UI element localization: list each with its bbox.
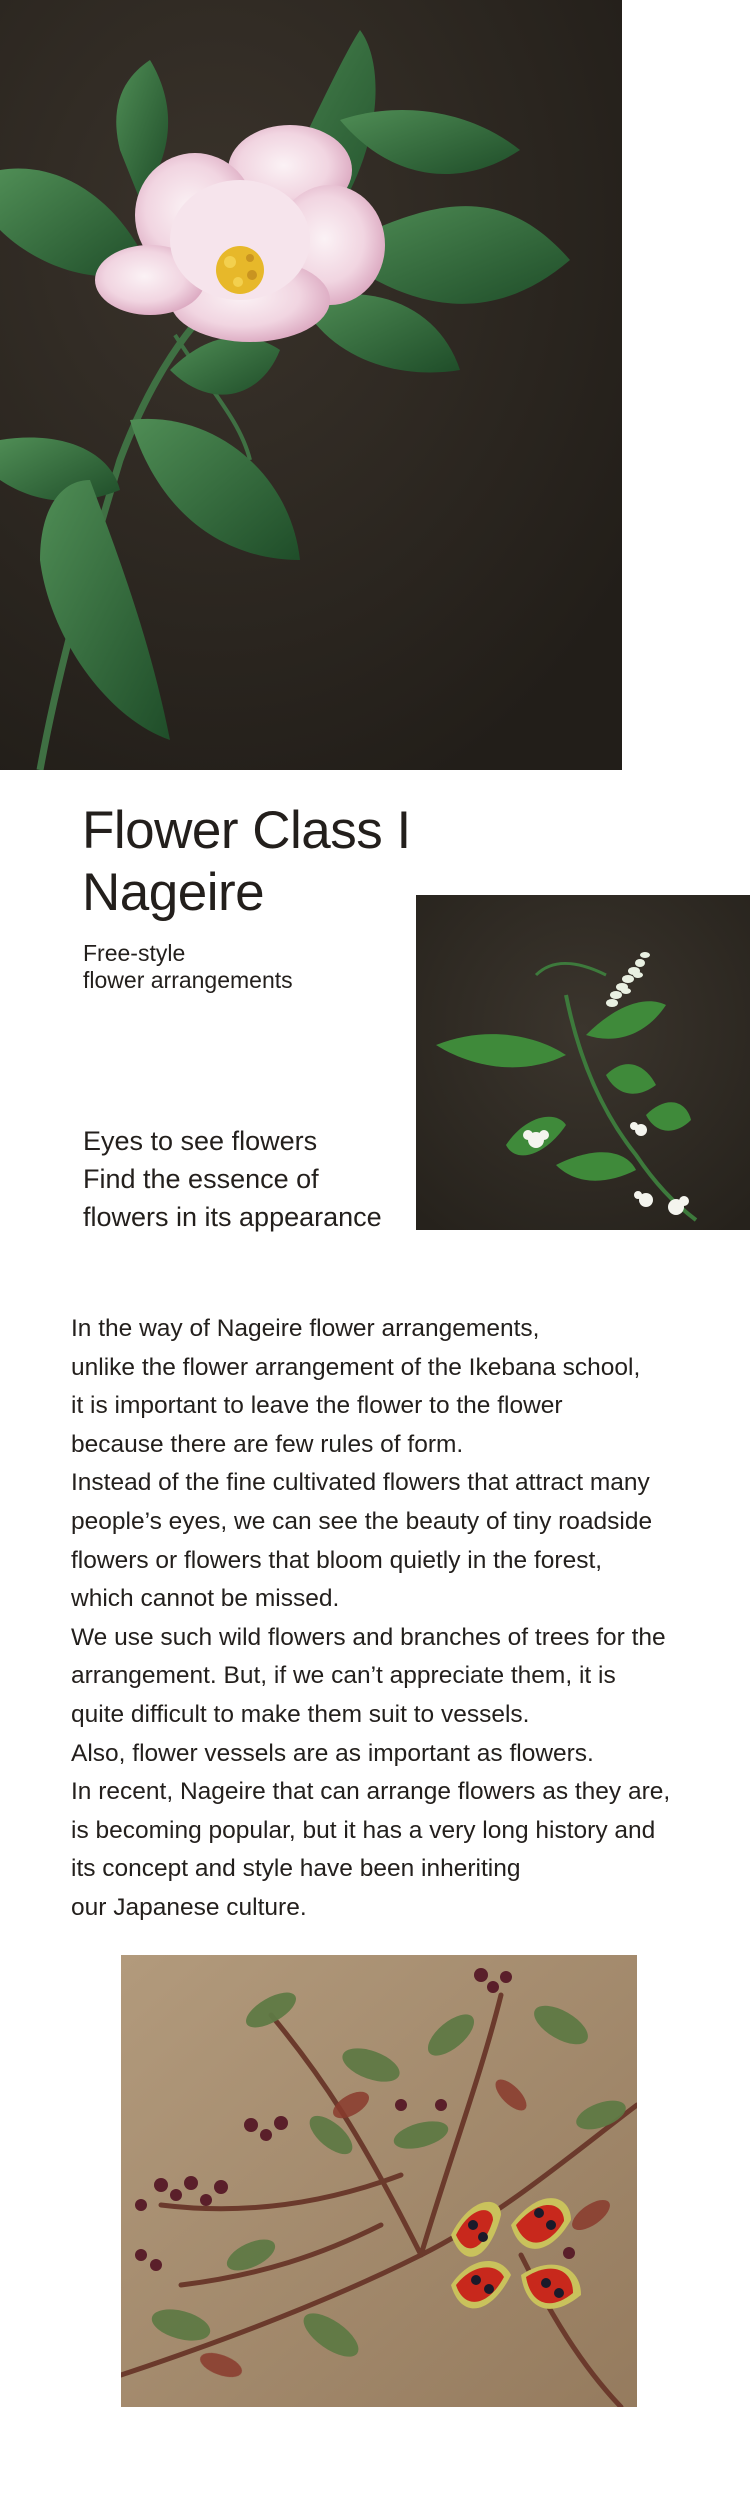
body-line: unlike the flower arrangement of the Ikebana school, (71, 1353, 641, 1381)
body-paragraph (71, 1310, 711, 1928)
body-line: is becoming popular, but it has a very long history and (71, 1816, 656, 1844)
body-line: which cannot be missed. (71, 1585, 340, 1613)
subtitle-line-2: flower arrangements (83, 967, 293, 993)
berry-branch-photo (121, 1955, 637, 2407)
body-line: In the way of Nageire flower arrangements, (71, 1315, 540, 1342)
title-line-1: Flower Class I (82, 801, 411, 860)
tagline (83, 1122, 382, 1236)
body-line: In recent, Nageire that can arrange flowers as they are, (71, 1778, 671, 1806)
hero-flower-photo (0, 0, 622, 770)
tagline-line-2: Find the essence of (83, 1164, 319, 1194)
body-line: people’s eyes, we can see the beauty of tiny roadside (71, 1507, 653, 1535)
spike-flower-photo (416, 895, 750, 1230)
subtitle-line-1: Free-style (83, 940, 186, 966)
tagline-line-1: Eyes to see flowers (83, 1126, 318, 1156)
body-line: because there are few rules of form. (71, 1430, 464, 1458)
body-line: flowers or flowers that bloom quietly in the forest, (71, 1546, 603, 1574)
body-line: Instead of the fine cultivated flowers that attract many (71, 1469, 650, 1497)
body-line: arrangement. But, if we can’t appreciate them, it is (71, 1662, 616, 1690)
body-line: our Japanese culture. (71, 1893, 307, 1921)
body-line: quite difficult to make them suit to vessels. (71, 1700, 530, 1728)
subtitle (83, 940, 293, 994)
page-title (82, 800, 411, 924)
body-line: We use such wild flowers and branches of trees for the (71, 1623, 666, 1651)
tagline-line-3: flowers in its appearance (83, 1202, 382, 1232)
body-line: Also, flower vessels are as important as flowers. (71, 1739, 594, 1767)
body-line: it is important to leave the flower to the flower (71, 1392, 563, 1420)
title-line-2: Nageire (82, 863, 265, 922)
body-line: its concept and style have been inheriting (71, 1855, 521, 1883)
